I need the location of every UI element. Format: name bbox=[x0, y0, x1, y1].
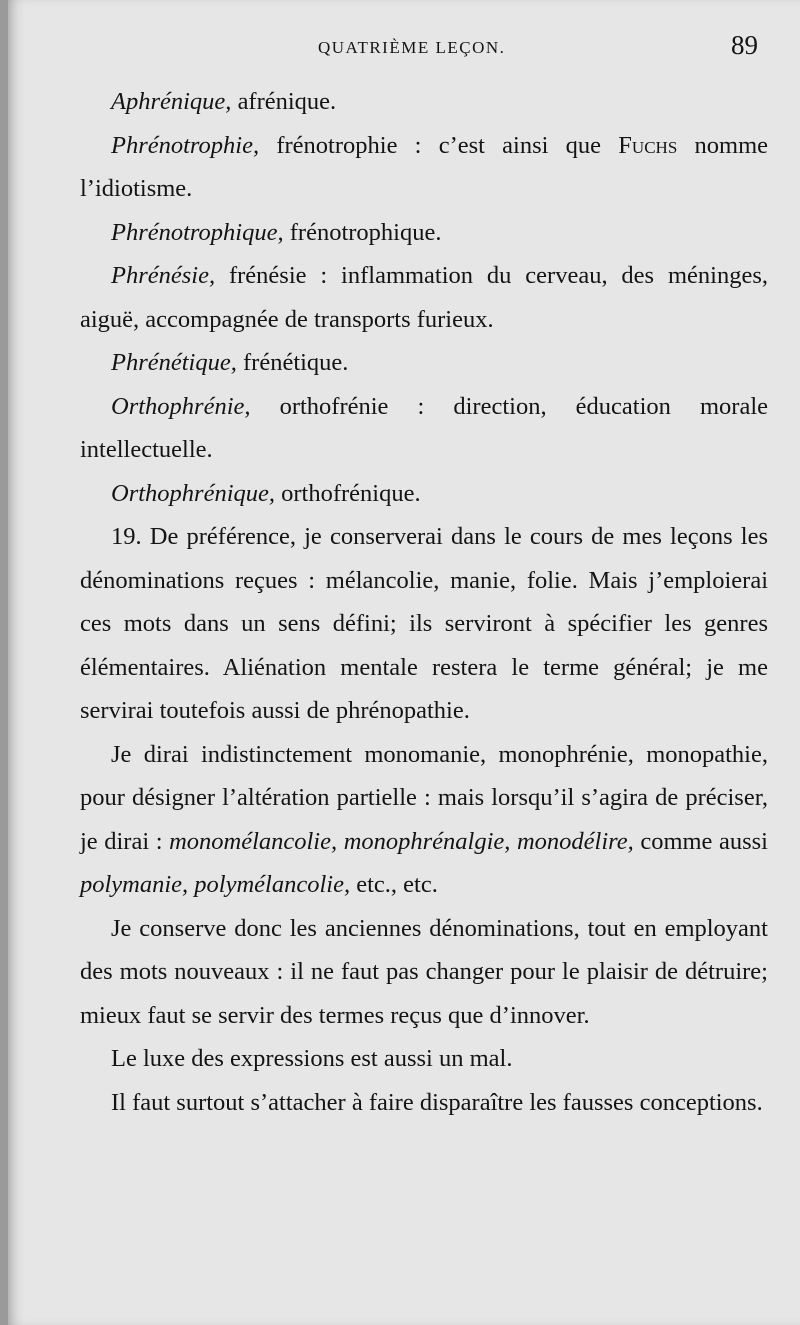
entry-definition: frénotrophie : c’est ainsi que bbox=[259, 131, 619, 159]
entry-definition: orthofrénie : direction, éducation morale intellectuelle. bbox=[80, 392, 768, 463]
entry-definition: frénésie : inflammation du cerveau, des méninges, aiguë, accompagnée de transports furieux. bbox=[80, 262, 768, 333]
paragraph-il-faut: Il faut surtout s’attacher à faire disparaître les fausses conceptions. bbox=[111, 1088, 763, 1116]
entry-term: Phrénétique, bbox=[111, 349, 237, 376]
text-run: etc., etc. bbox=[350, 871, 438, 898]
italic-term: monomélancolie, bbox=[169, 827, 338, 855]
entry-phrenotrophie bbox=[80, 124, 768, 211]
entry-orthophrenie bbox=[80, 385, 768, 472]
entry-phrenesie bbox=[80, 254, 768, 341]
entry-term: Phrénotrophique, bbox=[111, 218, 284, 246]
entry-definition: orthofrénique. bbox=[275, 479, 421, 507]
entry-definition: frénotrophique. bbox=[283, 218, 442, 246]
entry-term: Orthophrénie, bbox=[111, 392, 251, 420]
book-page bbox=[8, 0, 800, 1325]
italic-term: monophrénalgie, monodélire, bbox=[343, 827, 634, 855]
entry-term: Phrénotrophie, bbox=[111, 131, 260, 159]
entry-term: Phrénésie, bbox=[111, 262, 216, 289]
entry-phrenetique bbox=[80, 341, 768, 385]
entry-term: Aphrénique, bbox=[111, 88, 232, 115]
paragraph-19: 19. De préférence, je conserverai dans le cours de mes leçons les dénominations reçues : mélancolie, manie, folie. Mais j’emploierai ces mots dans un sens défini; ils serviront à spécifier les genres élémentaires. Aliénation mentale restera le terme général; je me servirai toutefois aussi de phrénopathie. bbox=[80, 523, 768, 724]
page-number: 89 bbox=[731, 30, 758, 60]
entry-aphrenique bbox=[80, 80, 768, 124]
paragraph-le-luxe: Le luxe des expressions est aussi un mal. bbox=[111, 1045, 513, 1072]
paragraph-je-conserve: Je conserve donc les anciennes dénominations, tout en employant des mots nouveaux : il ne faut pas changer pour le plaisir de détruire; mieux faut se servir des termes reçus que d’innover. bbox=[80, 914, 768, 1029]
page-header bbox=[8, 30, 800, 70]
entry-definition: frénétique. bbox=[236, 349, 349, 376]
paragraph-je-dirai bbox=[80, 733, 768, 907]
entry-definition-end: nomme l’idiotisme. bbox=[80, 131, 768, 202]
text-run: Je dirai indistinctement monomanie, monophrénie, monopathie, pour désigner l’altération partielle : mais lorsqu’il s’agira de préciser, je dirai : bbox=[80, 740, 768, 855]
entry-phrenotrophique bbox=[80, 211, 768, 255]
entry-orthophrenique bbox=[80, 472, 768, 516]
entry-term: Orthophrénique, bbox=[111, 479, 275, 507]
author-name: Fuchs bbox=[618, 131, 678, 159]
text-run: comme aussi bbox=[633, 827, 768, 855]
body-text bbox=[80, 80, 768, 1124]
running-title: QUATRIÈME LEÇON. bbox=[318, 38, 506, 57]
italic-term: polymanie, polymélancolie, bbox=[80, 871, 351, 898]
entry-definition: afrénique. bbox=[231, 88, 337, 115]
